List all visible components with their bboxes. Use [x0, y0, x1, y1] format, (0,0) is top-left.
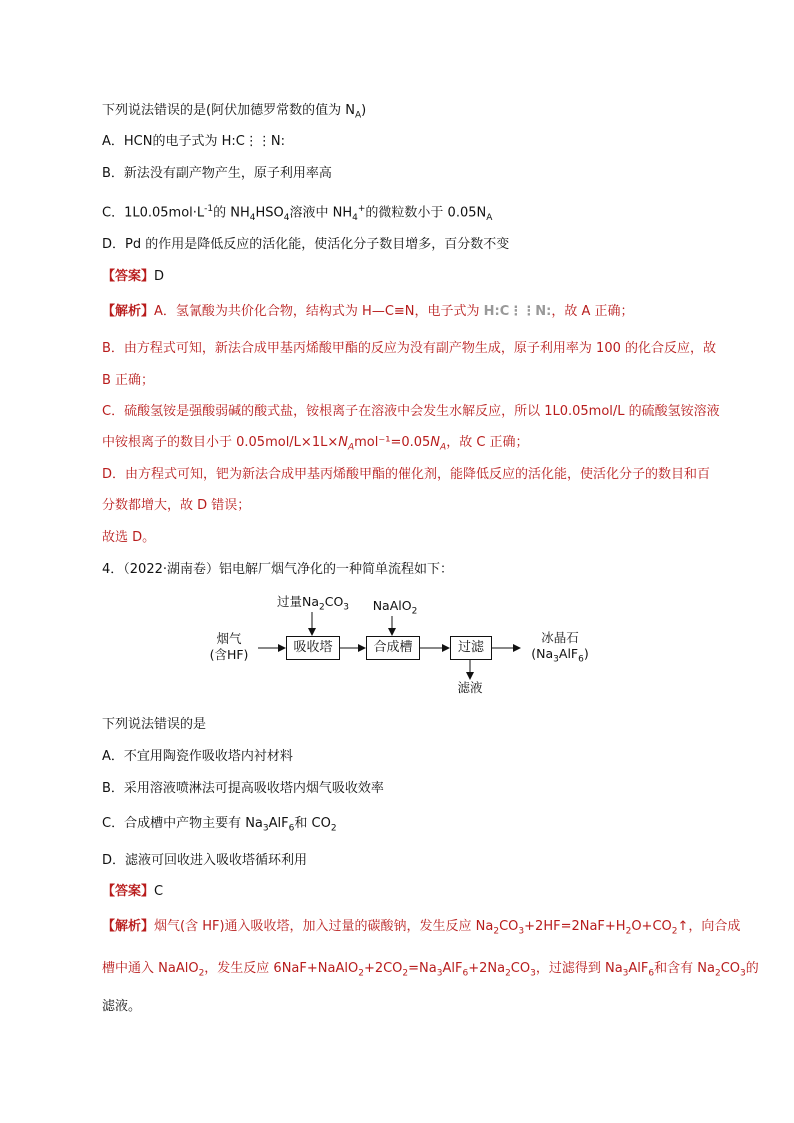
q4-analysis-line-3: 滤液。 [102, 999, 142, 1014]
q4-option-b: B．采用溶液喷淋法可提高吸收塔内烟气吸收效率 [102, 781, 384, 796]
flow-arrows [200, 592, 610, 702]
q4-analysis-line-2: 槽中通入 NaAlO$_2$，发生反应 $6NaF+NaAlO_2+2CO_2=Na_3AlF_6+2Na_2CO_3$，过滤得到 $Na_3AlF_6$和含有 $Na_2CO_3$的 [102, 961, 759, 979]
electron-formula-image: H:C⋮⋮N: [483, 304, 552, 319]
answer-tag: 【答案】 [102, 269, 155, 284]
q3-answer: 【答案】D [102, 269, 165, 284]
q4-option-a: A．不宜用陶瓷作吸收塔内衬材料 [102, 749, 293, 764]
q3-option-d: D．Pd 的作用是降低反应的活化能，使活化分子数目增多，百分数不变 [102, 237, 510, 252]
answer-tag: 【答案】 [102, 884, 155, 899]
flow-filtrate: 滤液 [457, 680, 483, 695]
q3-analysis-d1: D．由方程式可知，钯为新法合成甲基丙烯酸甲酯的催化剂，能降低反应的活化能，使活化分子的数目和百 [102, 467, 711, 482]
q3-analysis-b2: B 正确； [102, 373, 155, 388]
analysis-tag: 【解析】 [102, 304, 155, 319]
analysis-tag: 【解析】 [102, 919, 155, 934]
q4-question: 下列说法错误的是 [102, 717, 207, 732]
q4-option-c: C．合成槽中产物主要有 $Na_3AlF_6$和 $CO_2$ [102, 816, 337, 834]
q3-stem: 下列说法错误的是(阿伏加德罗常数的值为 $N_A$) [102, 103, 367, 121]
q4-stem: 4．（2022·湖南卷）铝电解厂烟气净化的一种简单流程如下： [102, 562, 453, 577]
flow-reagent-2: NaAlO$_2$ [372, 598, 418, 617]
q3-conclusion: 故选 D。 [102, 530, 156, 545]
flow-box-absorber: 吸收塔 [286, 636, 340, 660]
flow-input-label: 烟气 (含HF) [209, 631, 249, 662]
q3-analysis-d2: 分数都增大，故 D 错误； [102, 498, 251, 513]
flow-reagent-1: 过量$Na_2CO_3$ [276, 594, 350, 613]
q4-answer: 【答案】C [102, 884, 164, 899]
q3-analysis-b1: B．由方程式可知，新法合成甲基丙烯酸甲酯的反应为没有副产物生成，原子利用率为 100 的化合反应，故 [102, 341, 716, 356]
q3-analysis-c2: 中铵根离子的数目小于 $0.05mol/L\times 1L\times N_Amol^{-1}=0.05N_A$，故 C 正确； [102, 435, 529, 453]
q4-option-d: D．滤液可回收进入吸收塔循环利用 [102, 853, 308, 868]
flow-box-filter: 过滤 [450, 636, 492, 660]
flow-diagram [200, 592, 610, 702]
flow-product: 冰晶石 $(Na_3AlF_6)$ [531, 630, 589, 665]
q4-analysis-line-1: 【解析】烟气(含 HF)通入吸收塔，加入过量的碳酸钠，发生反应 $Na_2CO_3+2HF=2NaF+H_2O+CO_2↑$，向合成 [102, 919, 741, 937]
q3-analysis-c1: C．硫酸氢铵是强酸弱碱的酸式盐，铵根离子在溶液中会发生水解反应，所以 1L0.05mol/L 的硫酸氢铵溶液 [102, 404, 720, 419]
q3-option-a: A．HCN的电子式为 H:C⋮⋮N: [102, 134, 285, 149]
q3-analysis-a: 【解析】A．氢氰酸为共价化合物，结构式为 H—C≡N，电子式为 H:C⋮⋮N:，故 A 正确； [102, 304, 634, 319]
q3-option-b: B．新法没有副产物产生，原子利用率高 [102, 166, 332, 181]
q3-option-c: C．$1L0.05mol\cdot L^{-1}$的 $NH_4HSO_4$溶液中 $NH_4^+$的微粒数小于 $0.05N_A$ [102, 204, 493, 223]
flow-box-synthesis: 合成槽 [366, 636, 420, 660]
